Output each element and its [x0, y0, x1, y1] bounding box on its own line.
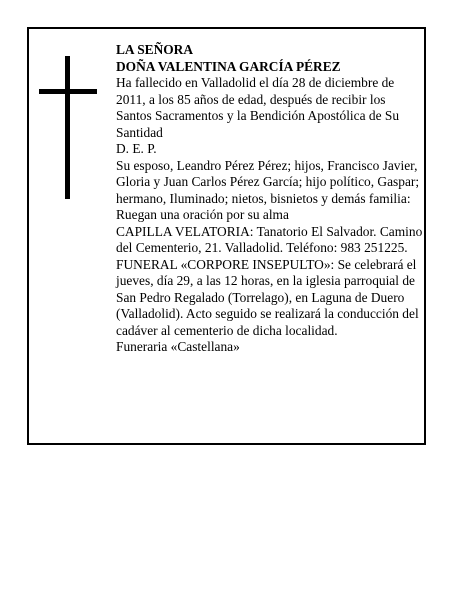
funeral-info: FUNERAL «CORPORE INSEPULTO»: Se celebrará el jueves, día 29, a las 12 horas, en la iglesia parroquial de San Pedro Regalado (Torrelago), en Laguna de Duero (Valladolid). Acto seguido se realizará la conducción del cadáver al cementerio de dicha localidad. — [116, 256, 419, 338]
death-info: Ha fallecido en Valladolid el día 28 de diciembre de 2011, a los 85 años de edad, después de recibir los Santos Sacramentos y la Bendición Apostólica de Su Santidad — [116, 75, 400, 140]
cross-icon — [39, 56, 99, 199]
notice-text — [116, 42, 424, 356]
prayer-request: Ruegan una oración por su alma — [116, 207, 289, 222]
chapel-info: CAPILLA VELATORIA: Tanatorio El Salvador. Camino del Cementerio, 21. Valladolid. Teléfono: 983 251225. — [116, 223, 423, 255]
funeral-home: Funeraria «Castellana» — [116, 339, 240, 354]
cross-vertical-bar — [65, 56, 70, 199]
obituary-notice — [27, 27, 426, 445]
family-list: Su esposo, Leandro Pérez Pérez; hijos, Francisco Javier, Gloria y Juan Carlos Pérez García; hijo político, Gaspar; hermano, Iluminado; nietos, bisnietos y demás familia: — [116, 157, 420, 206]
title-line-1: LA SEÑORA — [116, 42, 194, 57]
rip-abbreviation: D. E. P. — [116, 141, 157, 156]
deceased-name: DOÑA VALENTINA GARCÍA PÉREZ — [116, 58, 341, 74]
cross-horizontal-bar — [39, 89, 97, 94]
